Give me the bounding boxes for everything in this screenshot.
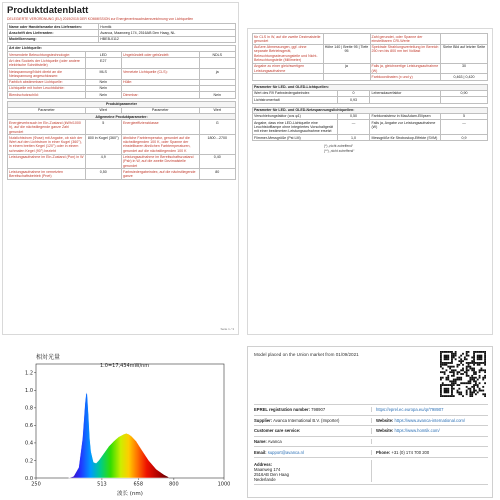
y-tick-label: 0.6: [25, 423, 33, 430]
type-cell: MLS: [85, 69, 121, 80]
dimension-cell: ja: [323, 63, 370, 74]
general-cell: 0,40: [199, 154, 236, 169]
eprel-link[interactable]: https://eprel.ec.europa.eu/qr/798907: [376, 407, 444, 413]
model-id: HBEB-0112: [99, 36, 236, 42]
address-line-2: 2516AB Den Haag: [254, 472, 289, 478]
dimension-cell: [323, 34, 370, 45]
type-row: [8, 58, 236, 69]
dimension-cell: Zahl gerundet, oder Spanne der einstellbaren CRI-Werte: [370, 34, 441, 45]
light-source-type-table: [7, 45, 236, 99]
dimension-cell: [323, 74, 370, 80]
dimension-cell: Spektrale Strahlungsverteilung im Bereich 250 nm bis 800 nm bei Volllast: [370, 44, 441, 63]
datasheet-page-2: [247, 28, 493, 335]
product-info-card: [247, 346, 493, 498]
general-cell: 4,9: [85, 154, 121, 169]
y-tick-label: 0.2: [25, 458, 33, 465]
mains-params-header: Parameter für LED- und OLED-Netzspannungslichtquellen:: [253, 107, 488, 113]
type-cell: Nein: [85, 79, 121, 85]
led-params-table: [252, 84, 488, 104]
general-cell: Leistungsaufnahme im Ein-Zustand (Pon) in W: [8, 154, 86, 169]
datasheet-title: Produktdatenblatt: [7, 5, 89, 16]
mains-cell: Farbkonsistenz in MacAdam-Ellipsen: [370, 113, 441, 119]
dimension-row: [253, 44, 488, 63]
general-cell: 1800…2700: [199, 135, 236, 154]
mains-row: [253, 120, 488, 135]
x-tick-label: 800: [169, 481, 179, 488]
type-cell: Verwendete Beleuchtungstechnologie:: [8, 52, 86, 58]
website-label-1: Website:: [376, 417, 394, 423]
supplier-address-label: Anschrift des Lieferanten:: [8, 30, 99, 36]
mains-cell: 0,50: [337, 113, 370, 119]
dimension-cell: [441, 34, 488, 45]
email-link[interactable]: support@avanca.nl: [267, 449, 304, 455]
phone-label: Phone:: [376, 449, 391, 455]
led-row: [253, 97, 488, 103]
type-cell: Netzspannung/Nicht direkt an die Netzspannung angeschlossen:: [8, 69, 86, 80]
dimension-cell: Angabe zu einer gleichwertigen Leistungsaufnahme: [253, 63, 324, 74]
dimension-cell: Siehe Bild auf letzter Seite: [441, 44, 488, 63]
mains-cell: Messgröße für Stroboskop-Effekte (SVM): [370, 135, 441, 141]
dimension-row: [253, 34, 488, 45]
led-cell: Lichtstromerhalt: [253, 97, 338, 103]
general-cell: Farbwiedergabeindex, auf die nächstliegende ganze: [121, 169, 199, 180]
dimension-table: [252, 33, 488, 81]
general-params-title: Allgemeine Produktparameter:: [8, 114, 236, 120]
dimension-cell: 30: [441, 63, 488, 74]
type-cell: Hülle:: [121, 79, 199, 85]
care-website-link[interactable]: https://www.homtik.com/: [394, 428, 440, 434]
dimension-cell: für CLS in W, auf die zweite Dezimalstelle gerundet: [253, 34, 324, 45]
y-axis-ticks: [25, 371, 36, 482]
footnote-1: (*) „nicht zutreffend“: [324, 144, 354, 149]
general-row: [8, 154, 236, 169]
supplier-address: Avanca, Maanweg 174, 2516AB Den Haag, NL: [99, 30, 236, 36]
spectrum-area: [69, 392, 169, 478]
general-cell: Energieverbrauch im Ein-Zustand (kWh/1000 h), auf die nächstliegende ganze Zahl gerundet: [8, 120, 86, 135]
product-params-title: Produktparameter: [8, 101, 236, 107]
y-tick-label: 0.0: [25, 475, 33, 482]
general-cell: Leistungsaufnahme im Bereitschaftszustand (Psb) in W, auf die zweite Dezimalstelle gerundet: [121, 154, 199, 169]
supplier-value: Avanca International B.V. (Importer): [273, 417, 340, 423]
model-label: Modellkennung:: [8, 36, 99, 42]
type-cell: ja: [199, 69, 236, 80]
led-cell: Wert des R9 Farbwiedergabeindex: [253, 90, 338, 96]
type-cell: Nein: [199, 92, 236, 98]
y-tick-label: 0.4: [25, 440, 33, 447]
chart-annotation: 1.0=17,434mW/nm: [100, 363, 150, 369]
general-cell: 800 in Kugel (360°): [85, 135, 121, 154]
type-cell: Dimmbar:: [121, 92, 199, 98]
address-label: Address:: [254, 462, 273, 468]
mains-row: [253, 135, 488, 141]
general-cell: 5: [85, 120, 121, 135]
x-tick-label: 250: [31, 481, 41, 488]
type-cell: Art des Sockels der Lichtquelle (oder andere elektrische Schnittstelle): [8, 58, 86, 69]
spectrum-fill: [69, 392, 169, 478]
type-cell: Farblich abstimmbare Lichtquelle:: [8, 79, 86, 85]
led-cell: 0,90: [440, 90, 487, 96]
led-cell: [370, 97, 441, 103]
dimension-cell: [253, 74, 324, 80]
product-parameters-table: [7, 101, 236, 180]
eprel-number: 798907: [311, 407, 326, 413]
x-tick-label: 1000: [217, 481, 231, 488]
led-cell: Lebensdauerfaktor: [370, 90, 441, 96]
x-axis-label: 波长 (nm): [117, 491, 143, 497]
page-footer: Seite 1 / 3: [220, 327, 234, 331]
general-cell: Nutzlichtstrom (Φuse) mit Angabe, ob sich der Wert auf den Lichtstrom in einer Kugel (360°), in einem breiten Kegel (120°) oder in einem schmalen Kegel (90°) bezieht: [8, 135, 86, 154]
footnotes: [252, 144, 488, 153]
phone-value: +31 (0) 174 700 200: [391, 449, 430, 455]
general-row: [8, 135, 236, 154]
general-row: [8, 169, 236, 180]
supplier-label: Supplier:: [254, 417, 273, 423]
general-cell: Leistungsaufnahme im vernetzten Bereitschaftsbetrieb (Pnet): [8, 169, 86, 180]
dimension-row: [253, 63, 488, 74]
footnote-2: (**) „nicht zutreffend“: [324, 148, 355, 153]
mains-cell: 1,0: [337, 135, 370, 141]
type-cell: E27: [85, 58, 121, 69]
led-cell: [440, 97, 487, 103]
general-cell: Energieeffizienzklasse: [121, 120, 199, 135]
supplier-name-label: Name oder Handelsmarke des Lieferanten:: [8, 24, 99, 30]
supplier-name: Homtik: [99, 24, 236, 30]
y-tick-label: 0.8: [25, 405, 33, 412]
general-cell: G: [199, 120, 236, 135]
col-value-1: Wert: [85, 107, 121, 113]
dimension-cell: Falls ja, gleichwertige Leistungsaufnahme (W): [370, 63, 441, 74]
mains-cell: Flimmer-Messgröße (Pst LM): [253, 135, 338, 141]
type-cell: Nein: [85, 85, 121, 91]
name-label: Name:: [254, 438, 267, 444]
x-tick-label: 513: [97, 481, 107, 488]
led-cell: 0,93: [337, 97, 370, 103]
dimension-cell: 0,463 | 0,420: [441, 74, 488, 80]
supplier-website-link[interactable]: https://www.avanca-international.com/: [394, 417, 466, 423]
dimension-cell: Äußere Abmessungen, ggf. ohne separate Betriebsgerät, Beleuchtungssteuerungsteile und Nicht-Beleuchtungsteile (Millimeter): [253, 44, 324, 63]
mains-cell: 0,9: [440, 135, 487, 141]
x-tick-label: 658: [133, 481, 144, 488]
type-cell: [199, 58, 236, 69]
type-row: [8, 69, 236, 80]
general-cell: 0,50: [85, 169, 121, 180]
dimension-cell: Höhe 140 | Breite 95 | Tiefe 95: [323, 44, 370, 63]
type-cell: LED: [85, 52, 121, 58]
email-label: Email:: [254, 449, 267, 455]
mains-cell: Verschiebungsfaktor (cos φ1): [253, 113, 338, 119]
mains-cell: Falls ja, Angabe zur Leistungsaufnahme (W): [370, 120, 441, 135]
website-label-2: Website:: [376, 428, 394, 434]
mains-cell: —: [337, 120, 370, 135]
spectrum-chart: [4, 350, 236, 498]
chart-title: 相対光量: [36, 354, 61, 361]
col-value-2: Wert: [199, 107, 236, 113]
qr-code-icon[interactable]: [440, 351, 486, 397]
mains-params-table: [252, 107, 488, 142]
y-tick-label: 1.0: [25, 388, 33, 395]
address-line-3: Nederlande: [254, 477, 276, 483]
type-cell: Lichtquelle mit hoher Leuchtdichte:: [8, 85, 86, 91]
supplier-table: [7, 23, 236, 43]
type-cell: NDLS: [199, 52, 236, 58]
type-cell: Vernetzte Lichtquelle (CLS):: [121, 69, 199, 80]
type-cell: [121, 58, 199, 69]
dimension-row: [253, 74, 488, 80]
type-cell: Nein: [85, 92, 121, 98]
eprel-label: EPREL registration number:: [254, 407, 310, 413]
market-note: Model placed on the Union market from 01/09/2021: [254, 352, 359, 357]
y-tick-label: 1.2: [25, 370, 33, 377]
mains-cell: Angabe, dass eine LED-Lichtquelle eine Leuchtstofflampe ohne integriertes Vorschaltgerät mit einer bestimmten Leistungsaufnahme ersetzt: [253, 120, 338, 135]
general-cell: ähnliche Farbtemperatur, gerundet auf die nächstliegenden 100 K, oder Spanne der einstellbaren ähnlichen Farbtemperaturen, gerundet auf die nächstliegenden 100 K: [121, 135, 199, 154]
general-cell: 80: [199, 169, 236, 180]
type-cell: Ungebündelt oder gebündelt:: [121, 52, 199, 58]
general-row: [8, 120, 236, 135]
type-header: Art der Lichtquelle:: [8, 45, 236, 51]
mains-cell: —: [440, 120, 487, 135]
type-row: [8, 92, 236, 98]
address-line-1: Maanweg 174: [254, 467, 281, 473]
col-param-1: Parameter: [8, 107, 86, 113]
dimension-cell: Farbkoordinaten (x und y): [370, 74, 441, 80]
mains-cell: 5: [440, 113, 487, 119]
regulation-text: DELEGIERTE VERORDNUNG (EU) 2019/2015 DER KOMMISSION zur Energieverbrauchskennzeichnung von Lichtquellen: [7, 17, 194, 21]
customer-care-label: Customer care service:: [254, 428, 301, 434]
col-param-2: Parameter: [121, 107, 199, 113]
x-axis-ticks: [31, 478, 230, 488]
type-cell: Blendschutzschild:: [8, 92, 86, 98]
led-cell: 0: [337, 90, 370, 96]
led-params-header: Parameter für LED- und OLED-Lichtquellen:: [253, 84, 488, 90]
datasheet-page-1: [2, 2, 239, 335]
name-value: Avanca: [267, 438, 282, 444]
